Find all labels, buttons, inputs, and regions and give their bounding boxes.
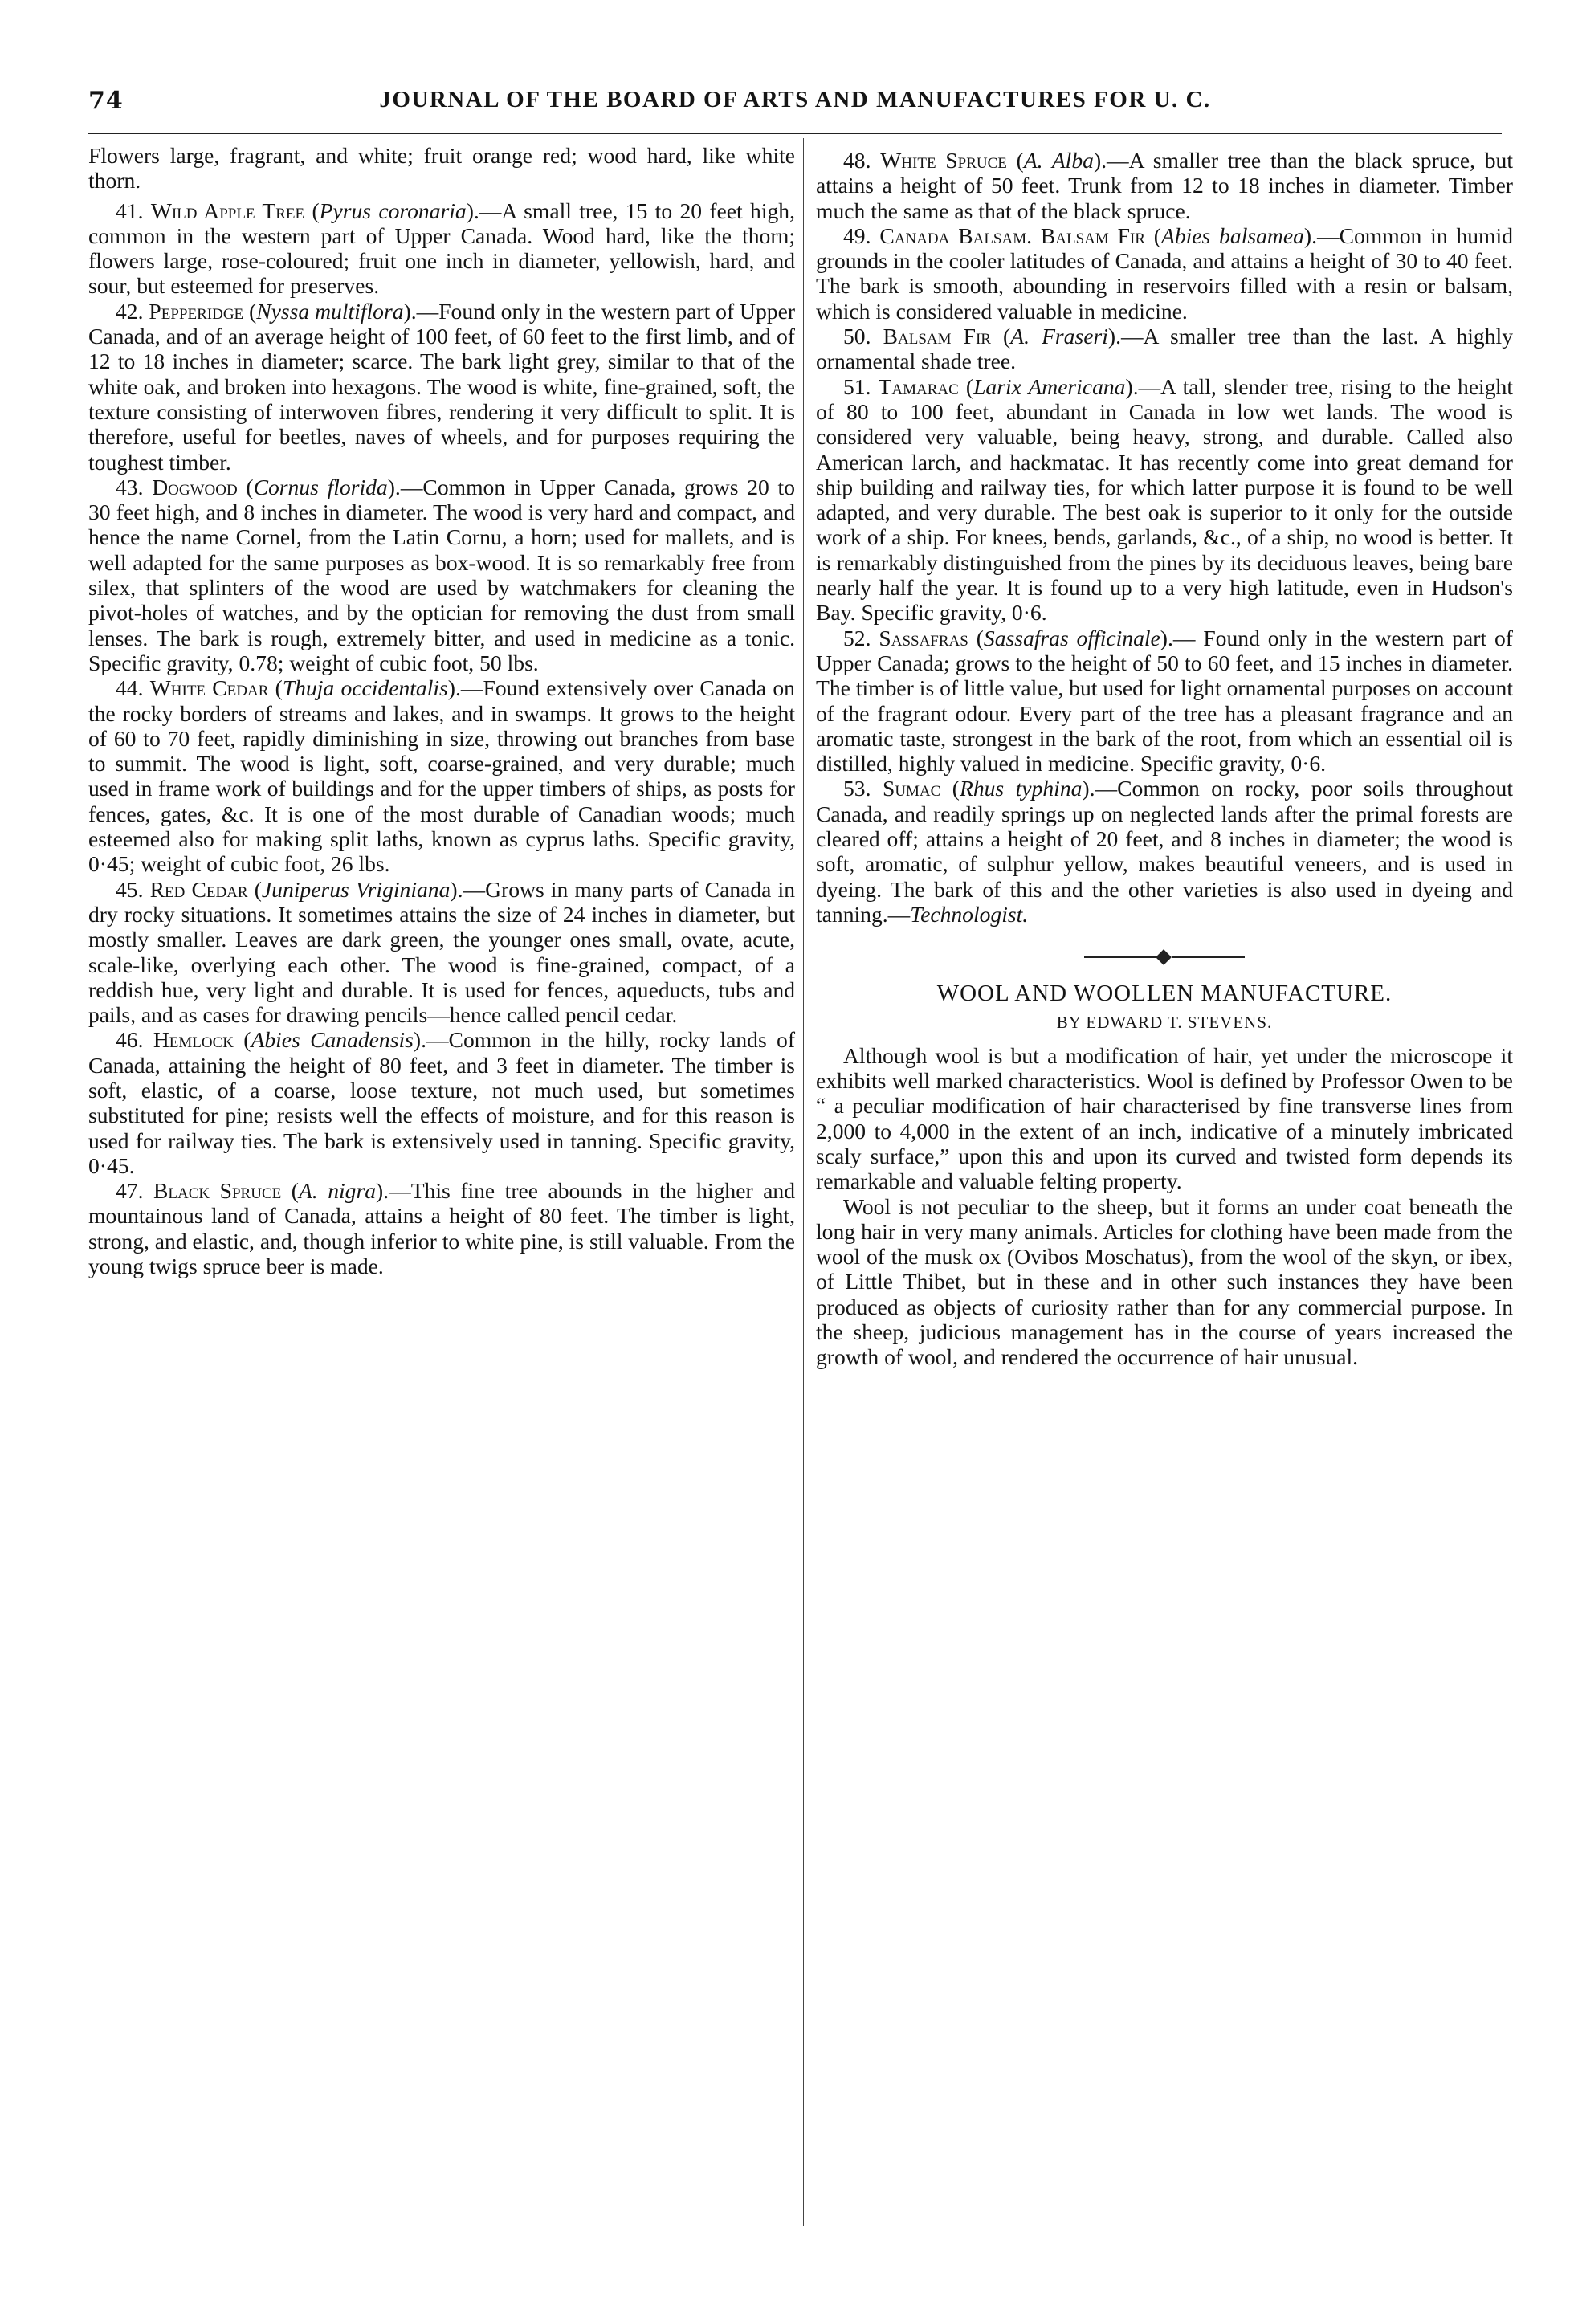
tree-entry: 51. Tamarac (Larix Americana).—A tall, slender tree, rising to the height of 80 to 100 feet, abundant in Canada in low wet lands. The wood is considered very valuable, being heavy, strong, and durable. Called also American larch, and hackmatac. It has recently come into great demand for ship building and railway ties, for which latter purpose it is found to be well adapted, and very durable. The best oak is superior to it only for the outside work of a ship. For knees, bends, garlands, &c., of a ship, no wood is better. It is remarkably distinguished from the pines by its deciduous leaves, being bare nearly half the year. It is found up to a very high latitude, even in Hudson's Bay. Specific gravity, 0·6.: [816, 373, 1513, 626]
tree-entry: 47. Black Spruce (A. nigra).—This fine tree abounds in the higher and mountainous land of Canada, attains a height of 80 feet. The timber is light, strong, and elastic, and, though inferior to white pine, is still valuable. From the young twigs spruce beer is made.: [88, 1178, 795, 1279]
left-column: [88, 143, 795, 1278]
entry-number: 47.: [116, 1178, 144, 1204]
left-entry-list: [88, 198, 795, 1279]
entry-latin-name: A. nigra: [298, 1178, 376, 1204]
entry-name: Pepperidge: [149, 298, 244, 324]
entry-latin-name: A. Fraseri: [1010, 324, 1108, 349]
entry-latin-name: Thuja occidentalis: [282, 675, 448, 701]
article-title: WOOL AND WOOLLEN MANUFACTURE.: [936, 981, 1393, 1007]
tree-entry: 52. Sassafras (Sassafras officinale).— Found only in the western part of Upper Canada; grows to the height of 50 to 60 feet, and 15 inches in diameter. The timber is of little value, but used for light ornamental purposes on account of the fragrant odour. Every part of the tree has a pleasant fragrance and an aromatic taste, strongest in the bark of the root, from which an essential oil is distilled, highly valued in medicine. Specific gravity, 0·6.: [816, 625, 1513, 777]
entry-number: 46.: [116, 1027, 144, 1053]
right-entry-list: [816, 148, 1513, 927]
entry-description: .—Common in humid grounds in the cooler latitudes of Canada, and attains a height of 30 to 40 feet. The bark is smooth, abounding in reservoirs filled with a resin or balsam, which is considered valuable in medicine.: [816, 222, 1513, 324]
entry-description: .—Found only in the western part of Upper Canada, and of an average height of 100 feet, of 60 feet to the first limb, and of 12 to 18 inches in diameter; scarce. The bark light grey, similar to that of the white oak, and broken into hexagons. The wood is white, fine-grained, soft, the texture consisting of interwoven fibres, rendering it very difficult to split. It is therefore, useful for beetles, naves of wheels, and for purposes requiring the toughest timber.: [88, 298, 796, 475]
entry-description: .—Common on rocky, poor soils throughout Canada, and readily springs up on neglected lands after the primal forests are cleared off; attains a height of 20 feet, and 8 inches in diameter; the wood is soft, aromatic, of sulphur yellow, makes beautiful veneers, and is used in dyeing. The bark of this and the other varieties is also used in dyeing and tanning.—: [816, 776, 1513, 927]
entry-description: .—Common in Upper Canada, grows 20 to 30 feet high, and 8 inches in diameter. The wood is very hard and compact, and hence the name Cornel, from the Latin Cornu, a horn; used for mallets, and is well adapted for the same purposes as box-wood. It is so remarkably free from silex, that splinters of the wood are used by watchmakers for cleaning the pivot-holes of watches, and by the optician for removing the dust from small lenses. The bark is rough, extremely bitter, and used in medicine as a tonic. Specific gravity, 0.78; weight of cubic foot, 50 lbs.: [88, 474, 795, 675]
entry-latin-name: A. Alba: [1023, 148, 1094, 173]
entry-latin-name: Nyssa multiflora: [256, 298, 404, 324]
tree-entry: 46. Hemlock (Abies Canadensis).—Common in the hilly, rocky lands of Canada, attaining the height of 80 feet, and 3 feet in diameter. The timber is soft, elastic, of a coarse, loose texture, not much used, but sometimes substituted for pine; resists well the effects of moisture, and for this reason is used for railway ties. The bark is extensively used in tanning. Specific gravity, 0·45.: [88, 1027, 796, 1178]
column-divider: [803, 138, 804, 2226]
tree-entry: 45. Red Cedar (Juniperus Vriginiana).—Grows in many parts of Canada in dry rocky situations. It sometimes attains the size of 24 inches in diameter, but mostly smaller. Leaves are dark green, the younger ones small, ovate, acute, scale-like, overlying each other. The wood is fine-grained, compact, of a reddish hue, very light and durable. It is used for fences, aqueducts, tubs and pails, and as cases for drawing pencils—hence called pencil cedar.: [88, 876, 795, 1028]
entry-description: .—A small tree, 15 to 20 feet high, common in the western part of Upper Canada. Wood hard, like the thorn; flowers large, rose-coloured; fruit one inch in diameter, yellowish, hard, and sour, but esteemed for preserves.: [88, 198, 795, 299]
tree-entry: 53. Sumac (Rhus typhina).—Common on rocky, poor soils throughout Canada, and readily springs up on neglected lands after the primal forests are cleared off; attains a height of 20 feet, and 8 inches in diameter; the wood is soft, aromatic, of sulphur yellow, makes beautiful veneers, and is used in dyeing. The bark of this and the other varieties is also used in dyeing and tanning.—Technologist.: [816, 776, 1513, 927]
entry-description: .—This fine tree abounds in the higher and mountainous land of Canada, attains a height of 80 feet. The timber is light, strong, and elastic, and, though inferior to white pine, is still valuable. From the young twigs spruce beer is made.: [88, 1178, 795, 1279]
entry-latin-name: Juniperus Vriginiana: [261, 876, 451, 902]
entry-latin-name: Cornus florida: [253, 474, 388, 499]
tree-entry: 50. Balsam Fir (A. Fraseri).—A smaller tree than the last. A highly ornamental shade tree.: [816, 324, 1513, 374]
entry-number: 52.: [843, 625, 871, 650]
entry-number: 44.: [116, 675, 144, 701]
entry-latin-name: Pyrus coronaria: [319, 198, 467, 223]
entry-description: .—Found extensively over Canada on the rocky borders of streams and lakes, and in swamps. It grows to the height of 60 to 70 feet, rapidly diminishing in size, throwing out branches from base to summit. The wood is light, soft, coarse-grained, and very durable; much used in frame work of buildings and for the upper timbers of ships, as posts for fences, gates, &c. It is one of the most durable of Canadian woods; much esteemed also for making split laths, known as cyprus laths. Specific gravity, 0·45; weight of cubic foot, 26 lbs.: [88, 675, 795, 877]
header-rule: [88, 133, 1502, 137]
right-column: [816, 143, 1513, 1370]
article-paragraph: Although wool is but a modification of hair, yet under the microscope it exhibits well marked characteristics. Wool is defined by Professor Owen to be “ a peculiar modification of hair characterised by fine transverse lines from 2,000 to 4,000 in the extent of an inch, indicative of a minutely imbricated scaly surface,” upon this and upon its curved and twisted form depends its remarkable and valuable felting property.: [816, 1042, 1513, 1194]
entry-number: 49.: [843, 222, 871, 248]
article-paragraph: Wool is not peculiar to the sheep, but it forms an under coat beneath the long hair in very many animals. Articles for clothing have been made from the wool of the musk ox (Ovibos Moschatus), from the wool of the skyn, or ibex, of Little Thibet, but in these and in other such instances they have been produced as objects of curiosity rather than for any commercial purpose. In the sheep, judicious management has in the course of years increased the growth of wool, and rendered the occurrence of hair unusual.: [816, 1193, 1513, 1370]
section-ornament: [1084, 951, 1245, 964]
entry-name: Dogwood: [152, 474, 238, 499]
running-head: [88, 87, 1502, 128]
tree-entry: 42. Pepperidge (Nyssa multiflora).—Found only in the western part of Upper Canada, and of an average height of 100 feet, of 60 feet to the first limb, and of 12 to 18 inches in diameter; scarce. The bark light grey, similar to that of the white oak, and broken into hexagons. The wood is white, fine-grained, soft, the texture consisting of interwoven fibres, rendering it very difficult to split. It is therefore, useful for beetles, naves of wheels, and for purposes requiring the toughest timber.: [88, 298, 796, 475]
entry-description: .—Grows in many parts of Canada in dry rocky situations. It sometimes attains the size of 24 inches in diameter, but mostly smaller. Leaves are dark green, the younger ones small, ovate, acute, scale-like, overlying each other. The wood is fine-grained, compact, of a reddish hue, very light and durable. It is used for fences, aqueducts, tubs and pails, and as cases for drawing pencils—hence called pencil cedar.: [88, 876, 795, 1028]
entry-name: Sassafras: [879, 625, 968, 650]
entry-name: Tamarac: [878, 373, 959, 399]
tree-entry: 48. White Spruce (A. Alba).—A smaller tree than the black spruce, but attains a height of 50 feet. Trunk from 12 to 18 inches in diameter. Timber much the same as that of the black spruce.: [816, 148, 1513, 223]
entry-latin-name: Sassafras officinale: [983, 625, 1160, 650]
tree-entry: 43. Dogwood (Cornus florida).—Common in Upper Canada, grows 20 to 30 feet high, and 8 inches in diameter. The wood is very hard and compact, and hence the name Cornel, from the Latin Cornu, a horn; used for mallets, and is well adapted for the same purposes as box-wood. It is so remarkably free from silex, that splinters of the wood are used by watchmakers for cleaning the pivot-holes of watches, and by the optician for removing the dust from small lenses. The bark is rough, extremely bitter, and used in medicine as a tonic. Specific gravity, 0.78; weight of cubic foot, 50 lbs.: [88, 474, 795, 675]
entry-name: Balsam Fir: [883, 324, 991, 349]
tree-entry: 41. Wild Apple Tree (Pyrus coronaria).—A small tree, 15 to 20 feet high, common in the western part of Upper Canada. Wood hard, like the thorn; flowers large, rose-coloured; fruit one inch in diameter, yellowish, hard, and sour, but esteemed for preserves.: [88, 198, 795, 299]
entry-name: White Cedar: [149, 675, 269, 701]
entry-number: 41.: [116, 198, 144, 223]
entry-description: .—Common in the hilly, rocky lands of Canada, attaining the height of 80 feet, and 3 feet in diameter. The timber is soft, elastic, of a coarse, loose texture, not much used, but sometimes substituted for pine; resists well the effects of moisture, and for this reason is used for railway ties. The bark is extensively used in tanning. Specific gravity, 0·45.: [88, 1027, 796, 1178]
entry-latin-name: Abies balsamea: [1160, 222, 1304, 248]
entry-name: Hemlock: [153, 1027, 234, 1053]
entry-number: 45.: [116, 876, 144, 902]
entry-name: Wild Apple Tree: [150, 198, 305, 223]
entry-description: .—A smaller tree than the last. A highly ornamental shade tree.: [816, 324, 1513, 374]
entry-description: .— Found only in the western part of Upper Canada; grows to the height of 50 to 60 feet, and 15 inches in diameter. The timber is of little value, but used for light ornamental purposes on account of the fragrant odour. Every part of the tree has a pleasant fragrance and an aromatic taste, strongest in the bark of the root, from which an essential oil is distilled, highly valued in medicine. Specific gravity, 0·6.: [816, 625, 1513, 777]
journal-title: JOURNAL OF THE BOARD OF ARTS AND MANUFACTURES FOR U. C.: [379, 87, 1211, 112]
tree-entry: 44. White Cedar (Thuja occidentalis).—Found extensively over Canada on the rocky borders of streams and lakes, and in swamps. It grows to the height of 60 to 70 feet, rapidly diminishing in size, throwing out branches from base to summit. The wood is light, soft, coarse-grained, and very durable; much used in frame work of buildings and for the upper timbers of ships, as posts for fences, gates, &c. It is one of the most durable of Canadian woods; much esteemed also for making split laths, known as cyprus laths. Specific gravity, 0·45; weight of cubic foot, 26 lbs.: [88, 675, 795, 877]
entry-number: 50.: [843, 324, 871, 349]
entry-number: 42.: [116, 298, 144, 324]
continuation-paragraph: Flowers large, fragrant, and white; fruit orange red; wood hard, like white thorn.: [88, 143, 795, 194]
entry-description: .—A tall, slender tree, rising to the height of 80 to 100 feet, abundant in Canada in low wet lands. The wood is considered very valuable, being heavy, strong, and durable. Called also American larch, and hackmatac. It has recently come into great demand for ship building and railway ties, for which latter purpose it is found to be well adapted, and very durable. The best oak is superior to it only for the outside work of a ship. For knees, bends, garlands, &c., of a ship, no wood is better. It is remarkably distinguished from the pines by its deciduous leaves, being bare nearly half the year. It is found up to a very high latitude, even in Hudson's Bay. Specific gravity, 0·6.: [816, 373, 1513, 626]
entry-number: 43.: [116, 474, 144, 499]
tree-entry: 49. Canada Balsam. Balsam Fir (Abies balsamea).—Common in humid grounds in the cooler latitudes of Canada, and attains a height of 30 to 40 feet. The bark is smooth, abounding in reservoirs filled with a resin or balsam, which is considered valuable in medicine.: [816, 222, 1513, 324]
article-byline: BY EDWARD T. STEVENS.: [1056, 1012, 1273, 1032]
entry-name: Sumac: [882, 776, 941, 801]
entry-latin-name: Rhus typhina: [959, 776, 1083, 801]
entry-number: 51.: [843, 373, 871, 399]
entry-name: Red Cedar: [149, 876, 248, 902]
page-number: 74: [88, 87, 124, 115]
entry-name: Black Spruce: [153, 1178, 282, 1204]
entry-latin-name: Abies Canadensis: [251, 1027, 414, 1053]
entry-number: 48.: [843, 148, 871, 173]
entry-number: 53.: [843, 776, 871, 801]
entry-name: White Spruce: [880, 148, 1007, 173]
entry-latin-name: Larix Americana: [973, 373, 1126, 399]
entry-name: Canada Balsam. Balsam Fir: [879, 222, 1145, 248]
entry-source: Technologist.: [910, 901, 1029, 927]
entry-description: .—A smaller tree than the black spruce, but attains a height of 50 feet. Trunk from 12 to 18 inches in diameter. Timber much the same as that of the black spruce.: [816, 148, 1513, 223]
